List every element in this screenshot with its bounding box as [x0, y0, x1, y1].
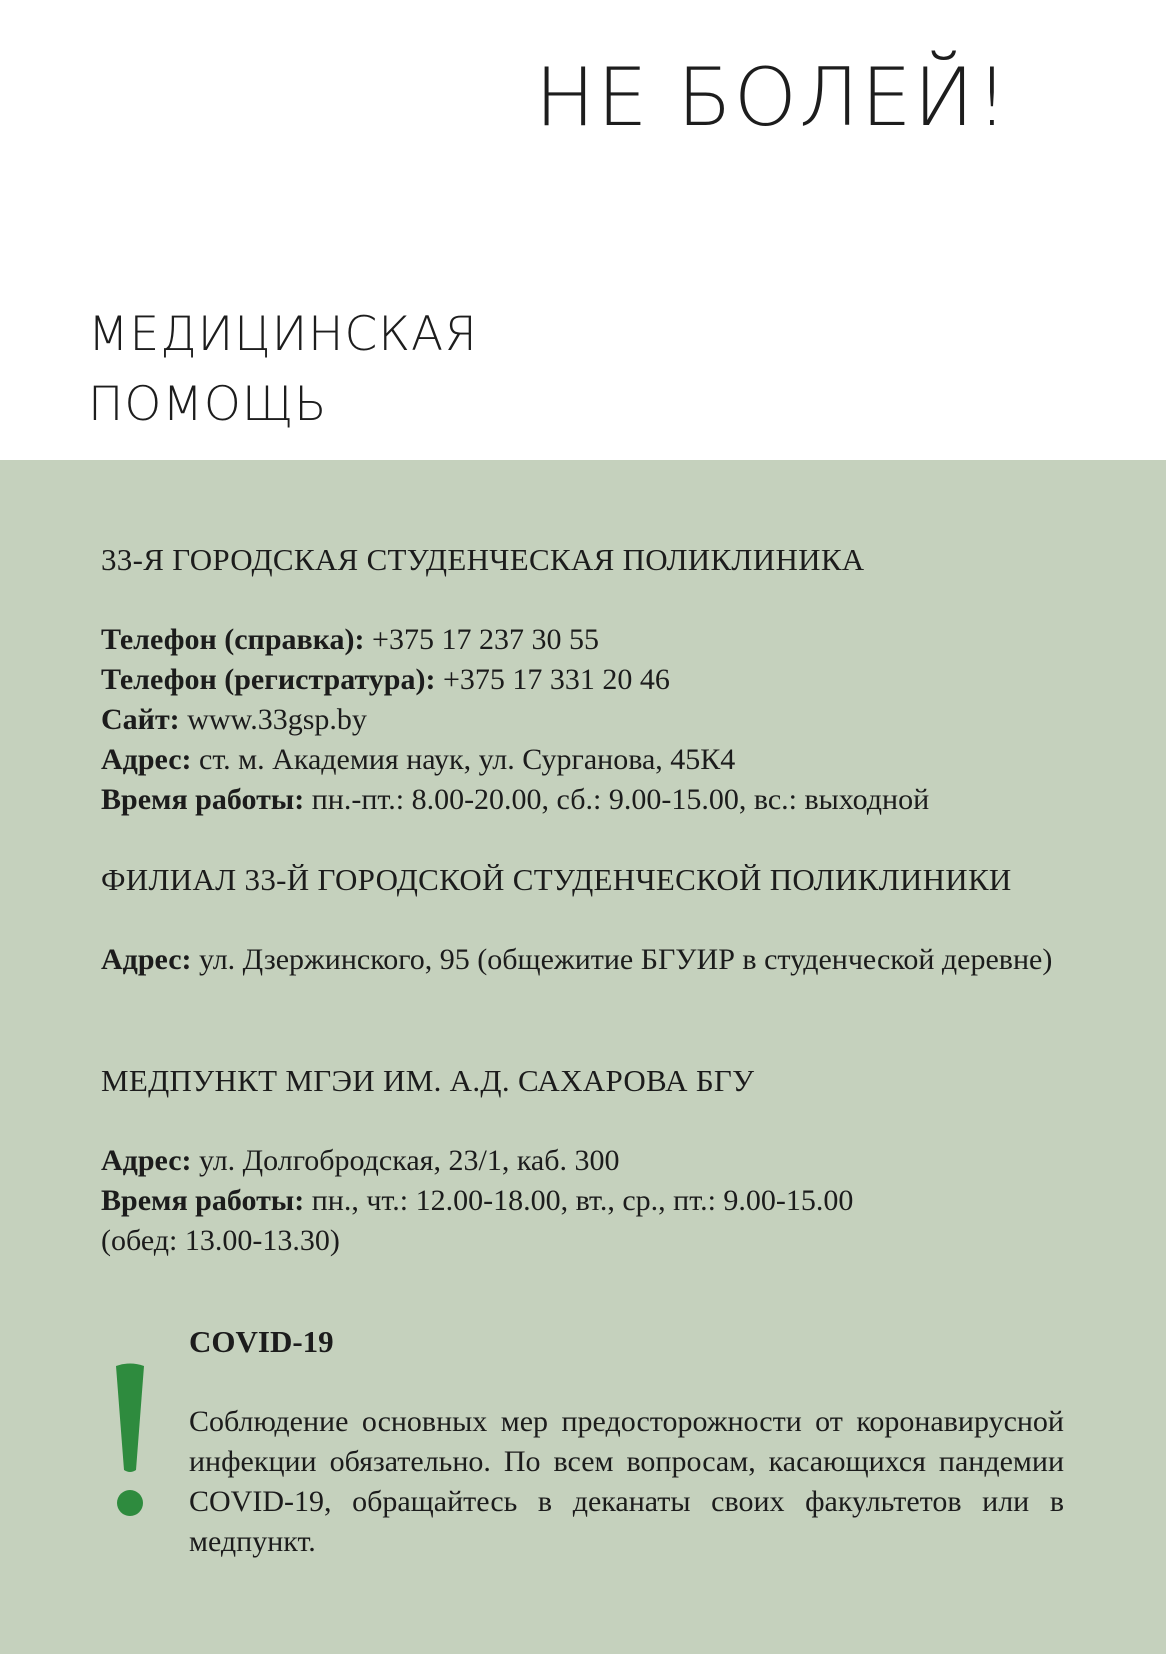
clinic-address-value: ст. м. Академия наук, ул. Сурганова, 45К4: [191, 743, 736, 776]
clinic-phone-reg: [101, 660, 1091, 700]
medpoint-lunch: (обед: 13.00-13.30): [101, 1224, 340, 1257]
clinic-phone-info-label: Телефон (справка):: [101, 623, 365, 656]
medpoint-block: [101, 1061, 1091, 1261]
clinic-site: [101, 700, 1091, 740]
branch-block: [101, 860, 1091, 980]
clinic-block: [101, 540, 1091, 820]
page-title: НЕ БОЛЕЙ!: [534, 51, 1010, 144]
clinic-phone-reg-value: +375 17 331 20 46: [435, 663, 670, 696]
clinic-phone-info: [101, 620, 1091, 660]
branch-title: ФИЛИАЛ 33-Й ГОРОДСКОЙ СТУДЕНЧЕСКОЙ ПОЛИКЛИНИКИ: [101, 862, 1012, 897]
section-heading: [88, 300, 478, 440]
covid-text: Соблюдение основных мер предосторожности от коронавирусной инфекции обязательно. По всем вопросам, касающихся пандемии COVID-19, обращайтесь в деканаты своих факультетов или в медпункт.: [189, 1405, 1064, 1558]
exclamation-icon: [112, 1362, 148, 1522]
clinic-address-label: Адрес:: [101, 743, 192, 776]
clinic-hours-value: пн.-пт.: 8.00-20.00, сб.: 9.00-15.00, вс.: выходной: [304, 783, 930, 816]
clinic-phone-reg-label: Телефон (регистратура):: [101, 663, 436, 696]
clinic-title: 33-Я ГОРОДСКАЯ СТУДЕНЧЕСКАЯ ПОЛИКЛИНИКА: [101, 542, 865, 577]
clinic-address: [101, 740, 1091, 780]
medpoint-hours-label: Время работы:: [101, 1184, 305, 1217]
section-heading-line-1: МЕДИЦИНСКАЯ: [88, 307, 478, 362]
medpoint-address-value: ул. Долгобродская, 23/1, каб. 300: [191, 1144, 620, 1177]
branch-address-label: Адрес:: [101, 943, 192, 976]
medpoint-address: [101, 1141, 1091, 1181]
medpoint-title: МЕДПУНКТ МГЭИ ИМ. А.Д. САХАРОВА БГУ: [101, 1063, 755, 1098]
medpoint-address-label: Адрес:: [101, 1144, 192, 1177]
section-heading-line-2: ПОМОЩЬ: [88, 377, 328, 432]
medpoint-hours-value: пн., чт.: 12.00-18.00, вт., ср., пт.: 9.00-15.00: [304, 1184, 854, 1217]
clinic-site-label: Сайт:: [101, 703, 180, 736]
clinic-hours-label: Время работы:: [101, 783, 305, 816]
clinic-site-value: www.33gsp.by: [179, 703, 367, 736]
branch-address-value: ул. Дзержинского, 95 (общежитие БГУИР в студенческой деревне): [191, 943, 1053, 976]
medpoint-hours: [101, 1181, 1091, 1221]
covid-title: COVID-19: [189, 1324, 334, 1359]
clinic-phone-info-value: +375 17 237 30 55: [364, 623, 599, 656]
branch-address: [101, 940, 1091, 980]
clinic-hours: [101, 780, 1091, 820]
